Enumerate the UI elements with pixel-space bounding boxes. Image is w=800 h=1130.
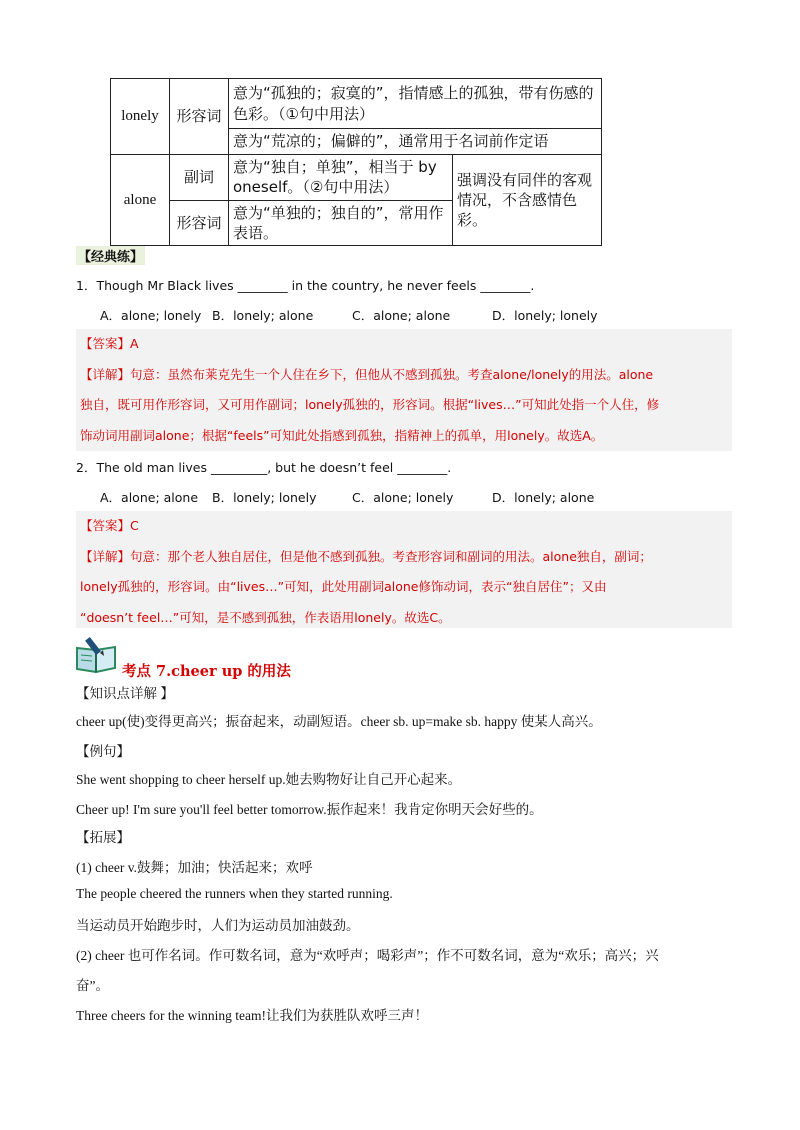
kp7-knowledge-heading: 【知识点详解 】 [76, 686, 174, 701]
lonely-def-2: 意为“荒凉的；偏僻的”，通常用于名词前作定语 [229, 129, 602, 155]
q2-options [100, 488, 594, 506]
q2-option-c: C．alone; lonely [352, 490, 454, 505]
q2-option-d: D．lonely; alone [492, 490, 595, 505]
q2-option-a: A．alone; alone [100, 490, 199, 505]
question-2: 2．The old man lives _________, but he doesn’t feel ________. [76, 460, 452, 475]
kp7-ext-1-example: The people cheered the runners when they started running. [76, 886, 393, 901]
q1-option-b: B．lonely; alone [212, 308, 314, 323]
vocab-table [110, 78, 602, 246]
kp7-extension-heading: 【拓展】 [76, 830, 130, 845]
kp7-example-1: She went shopping to cheer herself up.她去购物好让自己开心起来。 [76, 772, 462, 787]
pos-adj-lonely: 形容词 [170, 79, 229, 155]
book-pencil-icon [74, 634, 122, 674]
kp7-definition: cheer up(使)变得更高兴；振奋起来，动副短语。cheer sb. up=make sb. happy 使某人高兴。 [76, 714, 602, 729]
kp7-example-heading: 【例句】 [76, 744, 130, 759]
kp7-ext-1-translation: 当运动员开始跑步时，人们为运动员加油鼓劲。 [76, 918, 360, 933]
kp7-ext-2-cont: 奋”。 [76, 978, 109, 993]
word-lonely: lonely [111, 79, 170, 155]
kp7-example-2: Cheer up! I'm sure you'll feel better tomorrow.振作起来！我肯定你明天会好些的。 [76, 802, 543, 817]
practice-tag: 【经典练】 [76, 246, 145, 265]
alone-adv-def: 意为“独自；单独”，相当于 by oneself。（②句中用法） [229, 155, 453, 201]
q2-option-b: B．lonely; lonely [212, 490, 317, 505]
q1-option-a: A．alone; lonely [100, 308, 202, 323]
kp7-ext-2: (2) cheer 也可作名词。作可数名词，意为“欢呼声；喝彩声”；作不可数名词，意为“欢乐；高兴；兴 [76, 948, 659, 963]
q2-explain-3: “doesn’t feel…”可知，是不感到孤独，作表语用lonely。故选C。 [80, 609, 451, 625]
q1-answer: 【答案】A [80, 336, 139, 351]
q2-explain-2: lonely孤独的，形容词。由“lives…”可知，此处用副词alone修饰动词，表示“独自居住”；又由 [80, 579, 607, 594]
pos-adv-alone: 副词 [170, 155, 229, 201]
q1-options [100, 306, 598, 324]
alone-note: 强调没有同伴的客观情况，不含感情色彩。 [453, 155, 602, 246]
kp7-ext-2-example: Three cheers for the winning team!让我们为获胜队欢呼三声！ [76, 1008, 429, 1023]
kp7-title: 考点 7.cheer up 的用法 [122, 663, 291, 680]
lonely-def-1: 意为“孤独的；寂寞的”，指情感上的孤独，带有伤感的色彩。（①句中用法） [229, 79, 602, 129]
q1-answer-box [76, 329, 732, 451]
q2-explain-1: 【详解】句意：那个老人独自居住，但是他不感到孤独。考查形容词和副词的用法。alone独自，副词； [80, 548, 652, 564]
q1-option-d: D．lonely; lonely [492, 308, 598, 323]
kp7-ext-1: (1) cheer v.鼓舞；加油；快活起来；欢呼 [76, 860, 313, 875]
q1-explain-3: 饰动词用副词alone；根据“feels”可知此处指感到孤独，指精神上的孤单，用lonely。故选A。 [80, 427, 604, 443]
alone-adj-def: 意为“单独的；独自的”，常用作表语。 [229, 200, 453, 246]
pos-adj-alone: 形容词 [170, 200, 229, 246]
q1-option-c: C．alone; alone [352, 308, 451, 323]
question-1: 1．Though Mr Black lives ________ in the country, he never feels ________. [76, 278, 535, 293]
q2-answer: 【答案】C [80, 518, 139, 533]
q2-answer-box [76, 511, 732, 628]
word-alone: alone [111, 155, 170, 246]
q1-explain-2: 独自，既可用作形容词，又可用作副词；lonely孤独的，形容词。根据“lives…”可知此处指一个人住，修 [80, 397, 660, 412]
q1-explain-1: 【详解】句意：虽然布莱克先生一个人住在乡下，但他从不感到孤独。考查alone/lonely的用法。alone [80, 366, 654, 382]
